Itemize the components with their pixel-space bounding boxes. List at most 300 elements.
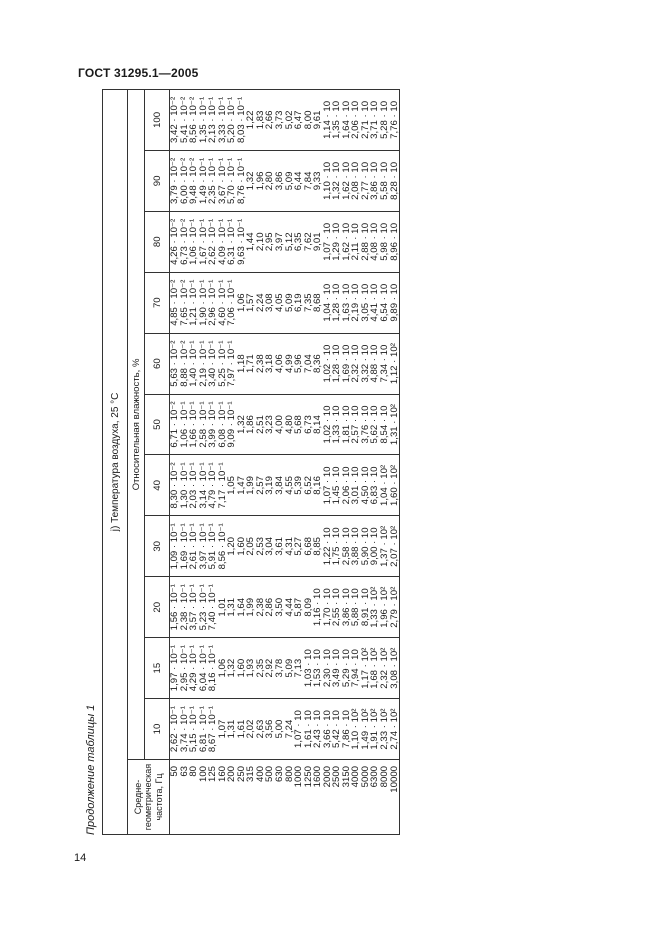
attenuation-cell: 8,85	[313, 516, 323, 577]
attenuation-cell: 5,27	[294, 516, 304, 577]
attenuation-cell: 2,38 · 10⁻¹	[180, 577, 190, 638]
attenuation-cell: 1,30 · 10⁻¹	[180, 455, 190, 516]
attenuation-cell: 1,05	[227, 455, 237, 516]
attenuation-cell: 3,86	[275, 150, 285, 211]
attenuation-cell: 3,86 · 10	[370, 150, 380, 211]
attenuation-cell: 8,56 · 10⁻²	[189, 89, 199, 150]
attenuation-cell: 1,31 · 10²	[390, 394, 400, 455]
attenuation-cell: 2,66	[265, 89, 275, 150]
attenuation-cell: 4,29 · 10⁻¹	[189, 638, 199, 699]
attenuation-cell: 6,71 · 10⁻²	[170, 394, 180, 455]
attenuation-cell: 6,83 · 10	[370, 455, 380, 516]
attenuation-cell: 1,66 · 10⁻¹	[189, 394, 199, 455]
attenuation-cell: 2,24	[256, 272, 266, 333]
attenuation-cell: 1,63 · 10	[342, 272, 352, 333]
attenuation-cell: 2,38	[256, 577, 266, 638]
attenuation-cell: 3,19	[265, 455, 275, 516]
attenuation-cell: 1,57	[246, 272, 256, 333]
attenuation-cell: 1,21 · 10⁻¹	[189, 272, 199, 333]
attenuation-cell: 3,73	[275, 89, 285, 150]
attenuation-cell: 9,89 · 10	[390, 272, 400, 333]
attenuation-cell: 1,33 · 10²	[370, 577, 380, 638]
attenuation-cell: 1,81 · 10	[342, 394, 352, 455]
attenuation-cell: 3,42 · 10⁻²	[170, 89, 180, 150]
attenuation-cell: 7,04	[304, 333, 314, 394]
attenuation-cell: 5,70 · 10⁻¹	[227, 150, 237, 211]
attenuation-cell: 3,71 · 10	[370, 89, 380, 150]
frequency-cell: 5000	[361, 760, 371, 835]
attenuation-cell: 7,35	[304, 272, 314, 333]
attenuation-cell: 7,17 · 10⁻¹	[218, 455, 228, 516]
attenuation-cell: 2,03 · 10⁻¹	[189, 455, 199, 516]
attenuation-cell: 3,99 · 10⁻¹	[208, 394, 218, 455]
attenuation-cell: 4,05	[275, 272, 285, 333]
attenuation-cell: 5,62 · 10	[370, 394, 380, 455]
attenuation-cell: 1,31	[227, 699, 237, 760]
attenuation-cell: 1,71	[246, 333, 256, 394]
table-body	[170, 89, 400, 834]
attenuation-cell: 9,01	[313, 211, 323, 272]
attenuation-cell: 5,96	[294, 333, 304, 394]
attenuation-cell: 4,41 · 10	[370, 272, 380, 333]
attenuation-cell: 2,63	[256, 699, 266, 760]
attenuation-cell: 1,18	[237, 333, 247, 394]
attenuation-cell: 4,79 · 10⁻¹	[208, 455, 218, 516]
frequency-cell: 1000	[294, 760, 304, 835]
attenuation-cell: 2,38	[256, 333, 266, 394]
attenuation-cell: 1,29 · 10	[332, 211, 342, 272]
attenuation-cell: 6,04 · 10⁻¹	[199, 638, 209, 699]
table-title: j) Температура воздуха, 25 °C	[103, 89, 128, 834]
attenuation-cell: 8,16	[313, 455, 323, 516]
attenuation-cell: 8,54 · 10	[380, 394, 390, 455]
attenuation-cell: 7,86 · 10	[342, 699, 352, 760]
attenuation-cell: 9,61	[313, 89, 323, 150]
attenuation-cell: 3,40 · 10⁻¹	[208, 333, 218, 394]
attenuation-cell: 3,61	[275, 516, 285, 577]
attenuation-cell: 4,31	[285, 516, 295, 577]
attenuation-cell: 7,13	[294, 638, 304, 699]
frequency-cell: 100	[199, 760, 209, 835]
attenuation-cell: 2,53	[256, 516, 266, 577]
attenuation-cell: 2,32 · 10²	[380, 638, 390, 699]
attenuation-cell: 8,56 · 10⁻¹	[218, 516, 228, 577]
attenuation-cell: 1,06 · 10⁻¹	[180, 394, 190, 455]
attenuation-cell: 2,05	[246, 516, 256, 577]
humidity-column-header: 15	[145, 638, 170, 699]
attenuation-cell: 4,55	[285, 455, 295, 516]
frequency-cell: 2500	[332, 760, 342, 835]
attenuation-cell: 6,52	[304, 455, 314, 516]
attenuation-cell: 1,64	[237, 577, 247, 638]
attenuation-cell: 2,19 · 10	[351, 272, 361, 333]
attenuation-cell: 1,35 · 10⁻¹	[199, 89, 209, 150]
attenuation-cell: 3,97	[275, 211, 285, 272]
attenuation-cell: 4,06	[275, 333, 285, 394]
attenuation-cell: 2,13 · 10⁻¹	[208, 89, 218, 150]
attenuation-cell: 1,56 · 10⁻¹	[170, 577, 180, 638]
attenuation-cell: 2,07 · 10²	[390, 516, 400, 577]
humidity-column-header: 70	[145, 272, 170, 333]
attenuation-cell: 2,06 · 10	[351, 89, 361, 150]
attenuation-cell: 5,90 · 10	[361, 516, 371, 577]
attenuation-cell: 1,91 · 10²	[370, 699, 380, 760]
attenuation-cell: 2,62 · 10⁻¹	[208, 211, 218, 272]
attenuation-cell: 2,55 · 10	[332, 577, 342, 638]
attenuation-cell: 7,34 · 10	[380, 333, 390, 394]
frequency-cell: 2000	[323, 760, 333, 835]
attenuation-cell: 1,97 · 10⁻¹	[170, 638, 180, 699]
attenuation-cell: 1,99	[246, 455, 256, 516]
attenuation-cell: 3,97 · 10⁻¹	[199, 516, 209, 577]
attenuation-cell: 1,31	[227, 577, 237, 638]
attenuation-cell: 8,36	[313, 333, 323, 394]
frequency-cell: 800	[285, 760, 295, 835]
attenuation-cell: 2,51	[256, 394, 266, 455]
attenuation-cell: 3,78	[275, 638, 285, 699]
attenuation-cell: 2,77 · 10	[361, 150, 371, 211]
attenuation-cell: 2,86	[265, 577, 275, 638]
attenuation-cell: 1,60 · 10²	[390, 455, 400, 516]
attenuation-cell: 2,96 · 10⁻¹	[208, 272, 218, 333]
attenuation-cell: 1,60	[237, 638, 247, 699]
attenuation-cell: 2,32 · 10	[351, 333, 361, 394]
attenuation-cell: 2,10	[256, 211, 266, 272]
attenuation-cell: 1,20	[227, 516, 237, 577]
attenuation-cell: 5,02	[285, 89, 295, 150]
attenuation-cell: 1,61 · 10	[304, 699, 314, 760]
humidity-columns-row	[145, 89, 170, 834]
attenuation-cell: 3,05 · 10	[361, 272, 371, 333]
humidity-header: Относительная влажность, %	[128, 89, 145, 759]
frequency-cell: 125	[208, 760, 218, 835]
attenuation-cell: 3,49 · 10	[332, 638, 342, 699]
attenuation-cell: 8,68	[313, 272, 323, 333]
attenuation-cell: 8,88 · 10⁻²	[180, 333, 190, 394]
attenuation-cell: 1,61	[237, 699, 247, 760]
frequency-cell: 4000	[351, 760, 361, 835]
attenuation-cell: 5,98 · 10	[380, 211, 390, 272]
rotated-table-block	[80, 90, 570, 835]
attenuation-cell: 5,68	[294, 394, 304, 455]
attenuation-cell: 2,92	[265, 638, 275, 699]
attenuation-cell: 2,06 · 10	[342, 455, 352, 516]
attenuation-cell: 3,08 · 10²	[390, 638, 400, 699]
frequency-cell: 1250	[304, 760, 314, 835]
frequency-cell: 250	[237, 760, 247, 835]
attenuation-cell: 1,90 · 10⁻¹	[199, 272, 209, 333]
attenuation-cell: 7,06 · 10⁻¹	[227, 272, 237, 333]
attenuation-cell: 5,09	[285, 150, 295, 211]
frequency-cell: 500	[265, 760, 275, 835]
attenuation-cell: 1,04 · 10²	[380, 455, 390, 516]
frequency-cell: 400	[256, 760, 266, 835]
humidity-column-header: 10	[145, 699, 170, 760]
attenuation-cell: 6,44	[294, 150, 304, 211]
attenuation-cell: 1,33 · 10	[332, 394, 342, 455]
document-title: ГОСТ 31295.1—2005	[78, 66, 199, 80]
attenuation-cell: 1,14 · 10	[323, 89, 333, 150]
humidity-column-header: 80	[145, 211, 170, 272]
attenuation-cell: 3,88 · 10	[351, 516, 361, 577]
attenuation-cell: 7,97 · 10⁻¹	[227, 333, 237, 394]
attenuation-cell: 2,79 · 10²	[390, 577, 400, 638]
attenuation-cell: 3,74 · 10⁻¹	[180, 699, 190, 760]
attenuation-cell: 6,00 · 10⁻²	[180, 150, 190, 211]
attenuation-cell: 5,29 · 10	[342, 638, 352, 699]
attenuation-cell: 1,68 · 10²	[370, 638, 380, 699]
attenuation-cell: 6,54 · 10	[380, 272, 390, 333]
attenuation-cell: 6,19	[294, 272, 304, 333]
attenuation-cell: 4,08 · 10	[370, 211, 380, 272]
attenuation-cell: 1,04 · 10	[323, 272, 333, 333]
attenuation-cell: 1,64 · 10	[342, 89, 352, 150]
attenuation-cell: 6,81 · 10⁻¹	[199, 699, 209, 760]
attenuation-cell: 5,58 · 10	[380, 150, 390, 211]
attenuation-cell: 1,60	[237, 516, 247, 577]
attenuation-cell: 1,32 · 10	[332, 150, 342, 211]
attenuation-cell: 8,91 · 10	[361, 577, 371, 638]
frequency-cell: 50	[170, 760, 180, 835]
humidity-column-header: 60	[145, 333, 170, 394]
attenuation-cell: 1,06	[218, 638, 228, 699]
attenuation-cell: 1,28 · 10	[332, 333, 342, 394]
attenuation-cell: 6,31 · 10⁻¹	[227, 211, 237, 272]
attenuation-cell: 1,28 · 10	[332, 272, 342, 333]
attenuation-cell: 3,67 · 10⁻¹	[218, 150, 228, 211]
attenuation-cell: 1,37 · 10²	[380, 516, 390, 577]
attenuation-cell: 7,62	[304, 211, 314, 272]
attenuation-cell: 8,14	[313, 394, 323, 455]
attenuation-cell: 3,84	[275, 455, 285, 516]
attenuation-cell: 9,00 · 10	[370, 516, 380, 577]
attenuation-cell: 1,99	[246, 577, 256, 638]
humidity-column-header: 50	[145, 394, 170, 455]
attenuation-cell: 5,20 · 10⁻¹	[227, 89, 237, 150]
attenuation-cell: 3,04	[265, 516, 275, 577]
attenuation-cell: 3,76 · 10	[361, 394, 371, 455]
attenuation-cell: 3,08	[265, 272, 275, 333]
attenuation-cell: 1,22	[246, 89, 256, 150]
attenuation-cell: 6,73 · 10⁻²	[180, 211, 190, 272]
attenuation-cell: 3,56	[265, 699, 275, 760]
attenuation-cell: 5,41 · 10⁻²	[180, 89, 190, 150]
attenuation-cell: 1,67 · 10⁻¹	[199, 211, 209, 272]
attenuation-cell: 2,58 · 10	[342, 516, 352, 577]
attenuation-cell: 3,86 · 10	[342, 577, 352, 638]
attenuation-cell: 7,94 · 10	[351, 638, 361, 699]
frequency-cell: 63	[180, 760, 190, 835]
frequency-cell: 630	[275, 760, 285, 835]
attenuation-cell: 1,47	[237, 455, 247, 516]
humidity-column-header: 30	[145, 516, 170, 577]
attenuation-cell: 5,63 · 10⁻²	[170, 333, 180, 394]
attenuation-cell: 6,47	[294, 89, 304, 150]
humidity-column-header: 20	[145, 577, 170, 638]
attenuation-cell: 1,07 · 10	[323, 455, 333, 516]
attenuation-cell: 5,91 · 10⁻¹	[208, 516, 218, 577]
attenuation-cell: 6,35	[294, 211, 304, 272]
attenuation-cell: 8,30 · 10⁻²	[170, 455, 180, 516]
attenuation-cell: 7,76 · 10	[390, 89, 400, 150]
attenuation-cell: 8,96 · 10	[390, 211, 400, 272]
frequency-cell: 6300	[370, 760, 380, 835]
attenuation-cell: 2,35 · 10⁻¹	[208, 150, 218, 211]
attenuation-table	[102, 89, 400, 835]
attenuation-cell: 5,25 · 10⁻¹	[218, 333, 228, 394]
attenuation-cell: 1,35 · 10	[332, 89, 342, 150]
attenuation-cell: 1,12 · 10²	[390, 333, 400, 394]
attenuation-cell: 5,39	[294, 455, 304, 516]
attenuation-cell: 1,49 · 10²	[361, 699, 371, 760]
attenuation-cell: 1,96	[256, 150, 266, 211]
attenuation-cell: 1,10 · 10²	[351, 699, 361, 760]
attenuation-cell: 1,40 · 10⁻¹	[189, 333, 199, 394]
attenuation-cell: 3,50	[275, 577, 285, 638]
attenuation-cell: 2,74 · 10²	[390, 699, 400, 760]
attenuation-cell: 8,09	[304, 577, 314, 638]
attenuation-cell: 1,75 · 10	[332, 516, 342, 577]
attenuation-cell: 2,02	[246, 699, 256, 760]
attenuation-cell: 9,33	[313, 150, 323, 211]
attenuation-cell: 2,11 · 10	[351, 211, 361, 272]
attenuation-cell: 3,14 · 10⁻¹	[199, 455, 209, 516]
attenuation-cell: 1,07 · 10	[323, 211, 333, 272]
attenuation-cell: 5,09	[285, 272, 295, 333]
attenuation-cell: 8,28 · 10	[390, 150, 400, 211]
attenuation-cell: 5,87	[294, 577, 304, 638]
attenuation-cell: 1,83	[256, 89, 266, 150]
attenuation-cell: 1,09 · 10⁻¹	[170, 516, 180, 577]
frequency-cell: 10000	[390, 760, 400, 835]
attenuation-cell: 5,15 · 10⁻¹	[189, 699, 199, 760]
attenuation-cell: 2,43 · 10	[313, 699, 323, 760]
attenuation-cell: 1,69 · 10	[342, 333, 352, 394]
attenuation-cell: 8,67 · 10⁻¹	[208, 699, 218, 760]
attenuation-cell: 2,58 · 10⁻¹	[199, 394, 209, 455]
attenuation-cell: 6,68	[304, 516, 314, 577]
attenuation-cell: 4,88 · 10	[370, 333, 380, 394]
attenuation-cell: 5,28 · 10	[380, 89, 390, 150]
frequency-header: Средне-геометрическая частота, Гц	[128, 760, 170, 835]
humidity-column-header: 100	[145, 89, 170, 150]
attenuation-cell: 2,80	[265, 150, 275, 211]
attenuation-cell: 9,09 · 10⁻¹	[227, 394, 237, 455]
attenuation-cell: 1,53 · 10	[313, 638, 323, 699]
attenuation-cell: 1,07	[218, 699, 228, 760]
attenuation-cell: 5,42 · 10	[332, 699, 342, 760]
frequency-cell: 200	[227, 760, 237, 835]
attenuation-cell: 2,57 · 10	[351, 394, 361, 455]
attenuation-cell: 1,70 · 10	[323, 577, 333, 638]
attenuation-cell: 2,08 · 10	[351, 150, 361, 211]
attenuation-cell: 2,33 · 10²	[380, 699, 390, 760]
attenuation-cell: 5,00	[275, 699, 285, 760]
attenuation-cell: 1,02 · 10	[323, 394, 333, 455]
attenuation-cell: 1,01	[218, 577, 228, 638]
attenuation-cell: 7,84	[304, 150, 314, 211]
attenuation-cell: 4,26 · 10⁻²	[170, 211, 180, 272]
attenuation-cell: 2,61 · 10⁻¹	[189, 516, 199, 577]
frequency-cell: 80	[189, 760, 199, 835]
attenuation-cell: 1,96 · 10²	[380, 577, 390, 638]
frequency-cell: 8000	[380, 760, 390, 835]
attenuation-cell: 1,10 · 10	[323, 150, 333, 211]
attenuation-cell: 1,86	[246, 394, 256, 455]
attenuation-cell: 3,33 · 10⁻¹	[218, 89, 228, 150]
attenuation-cell: 8,00	[304, 89, 314, 150]
attenuation-cell: 5,12	[285, 211, 295, 272]
attenuation-cell: 5,88 · 10	[351, 577, 361, 638]
attenuation-cell: 1,07 · 10	[294, 699, 304, 760]
attenuation-cell: 2,19 · 10⁻¹	[199, 333, 209, 394]
attenuation-cell: 2,30 · 10	[323, 638, 333, 699]
attenuation-cell: 4,60 · 10⁻¹	[218, 272, 228, 333]
attenuation-cell: 1,17 · 10²	[361, 638, 371, 699]
frequency-cell: 160	[218, 760, 228, 835]
attenuation-cell: 6,08 · 10⁻¹	[218, 394, 228, 455]
attenuation-cell: 2,35	[256, 638, 266, 699]
humidity-column-header: 40	[145, 455, 170, 516]
attenuation-cell: 4,99	[285, 333, 295, 394]
attenuation-cell: 4,80	[285, 394, 295, 455]
attenuation-cell: 1,02 · 10	[323, 333, 333, 394]
attenuation-cell: 2,88 · 10	[361, 211, 371, 272]
attenuation-cell: 1,45 · 10	[332, 455, 342, 516]
attenuation-cell: 6,73	[304, 394, 314, 455]
attenuation-cell: 3,23	[265, 394, 275, 455]
attenuation-cell: 7,40 · 10⁻¹	[208, 577, 218, 638]
attenuation-cell: 1,49 · 10⁻¹	[199, 150, 209, 211]
attenuation-cell: 1,44	[246, 211, 256, 272]
attenuation-cell: 3,32 · 10	[361, 333, 371, 394]
attenuation-cell: 8,16 · 10⁻¹	[208, 638, 218, 699]
attenuation-cell: 3,79 · 10⁻²	[170, 150, 180, 211]
attenuation-cell: 4,85 · 10⁻²	[170, 272, 180, 333]
attenuation-cell: 1,32	[227, 638, 237, 699]
attenuation-cell: 8,76 · 10⁻¹	[237, 150, 247, 211]
table-row	[390, 89, 400, 834]
attenuation-cell: 1,22 · 10	[323, 516, 333, 577]
frequency-cell: 1600	[313, 760, 323, 835]
attenuation-cell: 9,48 · 10⁻²	[189, 150, 199, 211]
attenuation-cell: 1,32	[246, 150, 256, 211]
attenuation-cell: 2,71 · 10	[361, 89, 371, 150]
attenuation-cell: 4,50 · 10	[361, 455, 371, 516]
attenuation-cell: 1,06	[237, 272, 247, 333]
attenuation-cell: 7,24	[285, 699, 295, 760]
attenuation-cell: 1,16 · 10	[313, 577, 323, 638]
attenuation-cell: 1,62 · 10	[342, 211, 352, 272]
table-caption: Продолжение таблицы 1	[85, 704, 97, 835]
attenuation-cell: 1,93	[246, 638, 256, 699]
attenuation-cell: 1,32	[237, 394, 247, 455]
attenuation-cell: 3,01 · 10	[351, 455, 361, 516]
attenuation-cell: 7,65 · 10⁻²	[180, 272, 190, 333]
attenuation-cell: 4,44	[285, 577, 295, 638]
attenuation-cell: 5,09	[285, 638, 295, 699]
attenuation-cell: 9,63 · 10⁻¹	[237, 211, 247, 272]
attenuation-cell: 1,69 · 10⁻¹	[180, 516, 190, 577]
humidity-column-header: 90	[145, 150, 170, 211]
attenuation-cell: 2,62 · 10⁻¹	[170, 699, 180, 760]
attenuation-cell: 3,57 · 10⁻¹	[189, 577, 199, 638]
attenuation-cell: 5,23 · 10⁻¹	[199, 577, 209, 638]
attenuation-cell: 1,06 · 10⁻¹	[189, 211, 199, 272]
attenuation-cell: 8,03 · 10⁻¹	[237, 89, 247, 150]
attenuation-cell: 1,03 · 10	[304, 638, 314, 699]
attenuation-cell: 2,95	[265, 211, 275, 272]
